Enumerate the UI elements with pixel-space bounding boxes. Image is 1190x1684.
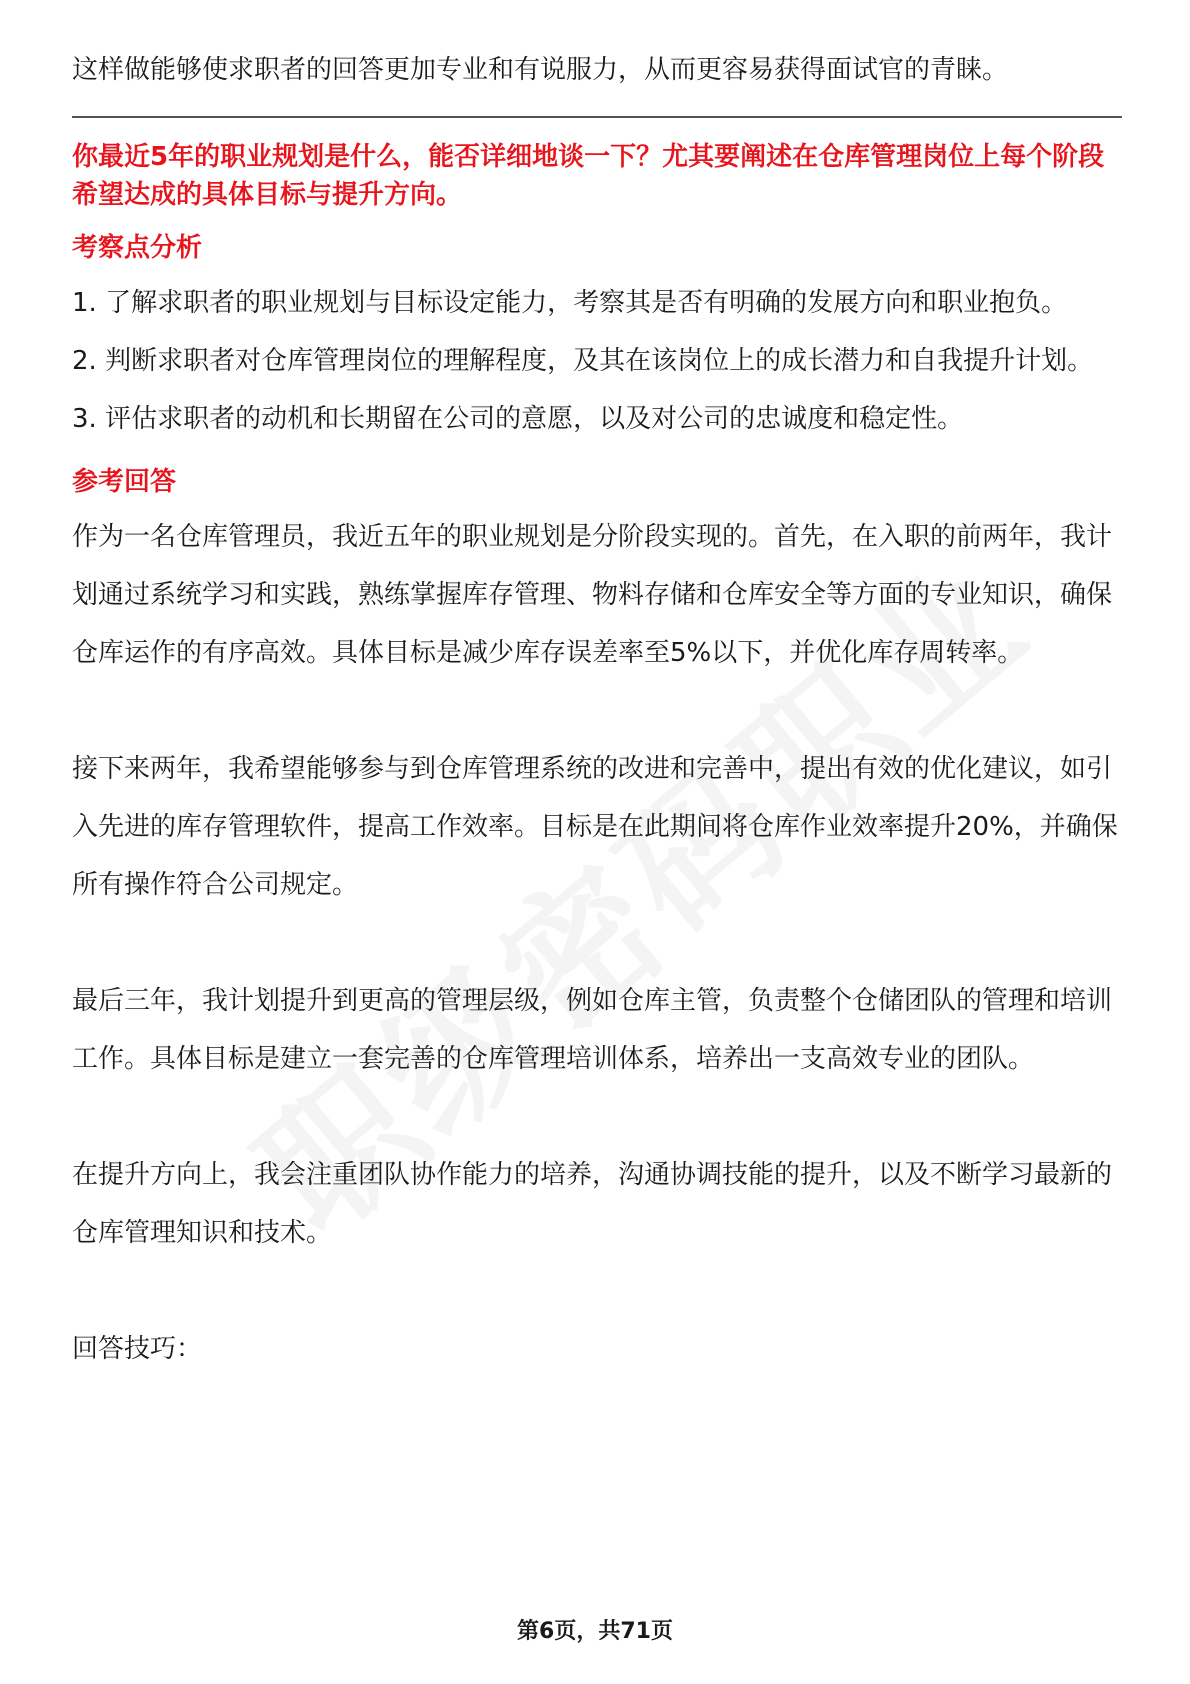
answer-paragraph: 在提升方向上，我会注重团队协作能力的培养，沟通协调技能的提升，以及不断学习最新的仓库管理知识和技术。 [72,1160,1113,1248]
paragraph-gap [72,1262,1122,1320]
answer-paragraph: 接下来两年，我希望能够参与到仓库管理系统的改进和完善中，提出有效的优化建议，如引入先进的库存管理软件，提高工作效率。目标是在此期间将仓库作业效率提升20%，并确保所有操作符合公司规定。 [72,754,1118,900]
interview-question: 你最近5年的职业规划是什么，能否详细地谈一下？尤其要阐述在仓库管理岗位上每个阶段希望达成的具体目标与提升方向。 [72,142,1105,210]
paragraph-gap [72,1088,1122,1146]
paragraph-gap [72,682,1122,740]
analysis-heading: 考察点分析 [72,233,203,263]
paragraph-gap [72,914,1122,972]
answer-paragraph: 作为一名仓库管理员，我近五年的职业规划是分阶段实现的。首先，在入职的前两年，我计划通过系统学习和实践，熟练掌握库存管理、物料存储和仓库安全等方面的专业知识，确保仓库运作的有序高效。具体目标是减少库存误差率至5%以下，并优化库存周转率。 [72,522,1113,668]
page-content [72,44,1122,1378]
page-footer: 第6页，共71页 [517,1619,673,1644]
analysis-section [72,226,1122,448]
analysis-item: 3. 评估求职者的动机和长期留在公司的意愿，以及对公司的忠诚度和稳定性。 [72,404,964,434]
section-divider [72,116,1122,118]
analysis-item: 2. 判断求职者对仓库管理岗位的理解程度，及其在该岗位上的成长潜力和自我提升计划。 [72,346,1094,376]
answer-section [72,460,1122,1378]
spacer [72,448,1122,460]
answer-paragraph: 最后三年，我计划提升到更高的管理层级，例如仓库主管，负责整个仓储团队的管理和培训工作。具体目标是建立一套完善的仓库管理培训体系，培养出一支高效专业的团队。 [72,986,1113,1074]
analysis-item: 1. 了解求职者的职业规划与目标设定能力，考察其是否有明确的发展方向和职业抱负。 [72,288,1068,318]
intro-paragraph: 这样做能够使求职者的回答更加专业和有说服力，从而更容易获得面试官的青睐。 [72,55,1009,85]
tips-label: 回答技巧： [72,1334,203,1364]
answer-heading: 参考回答 [72,467,177,497]
